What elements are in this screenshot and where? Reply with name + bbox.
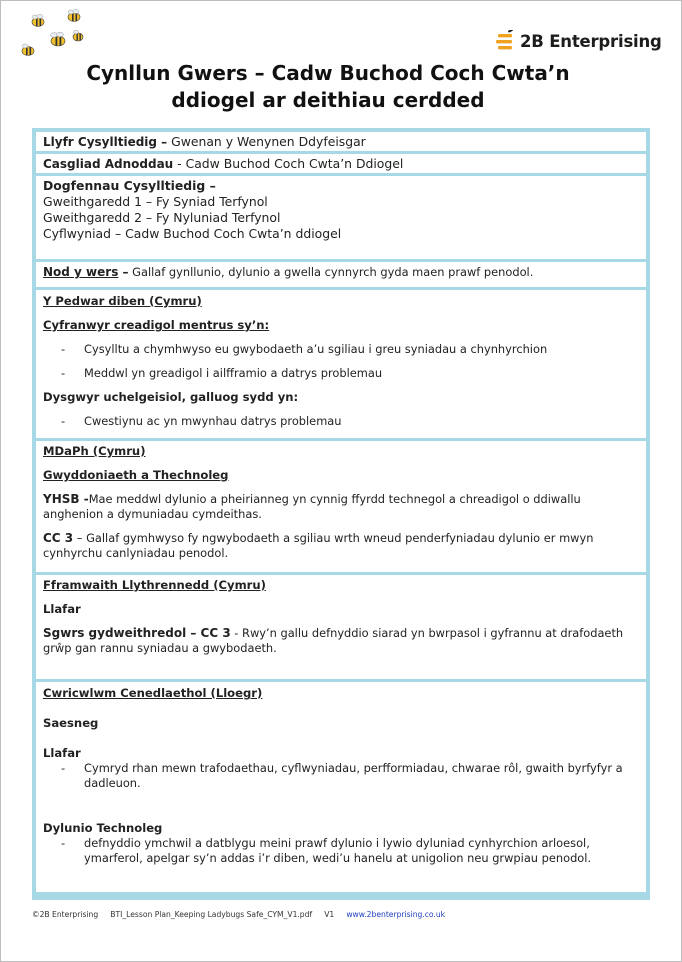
national-heading: Cwricwlwm Cenedlaethol (Lloegr) bbox=[43, 686, 263, 700]
bee-icon bbox=[32, 15, 44, 27]
row-lesson-aim bbox=[36, 262, 646, 287]
national-sub-oracy: Llafar bbox=[43, 746, 81, 760]
four-purposes-sub1: Cyfranwyr creadigol mentrus sy’n: bbox=[43, 318, 270, 332]
footer-website-link[interactable]: www.2benterprising.co.uk bbox=[346, 910, 446, 919]
related-book-value: Gwenan y Wenynen Ddyfeisgar bbox=[167, 134, 366, 149]
aole-paragraph-1: YHSB -Mae meddwl dylunio a pheirianneg yn cynnig ffyrdd technegol a chreadigol o ddiwallu anghenion a dymuniadau cymdeithas. bbox=[43, 492, 581, 521]
list-item: - Cysylltu a chymhwyso eu gwybodaeth a’u sgiliau i greu syniadau a chynhyrchion bbox=[61, 342, 548, 356]
title-line-2: ddiogel ar deithiau cerdded bbox=[171, 88, 485, 112]
list-item: - defnyddio ymchwil a datblygu meini prawf dylunio i lywio dyluniad cynhyrchion arloesol, ymarferol, apelgar sy’n addas i’r diben, wedi’u hanelu at unigolion neu grwpiau penodol. bbox=[61, 836, 592, 865]
literacy-heading: Fframwaith Llythrennedd (Cymru) bbox=[43, 578, 266, 592]
bee-icon bbox=[68, 10, 80, 22]
lesson-aim-label: Nod y wers bbox=[43, 265, 119, 279]
list-item: - Cwestiynu ac yn mwynhau datrys problemau bbox=[61, 414, 342, 428]
row-resource-collection bbox=[36, 154, 646, 173]
related-book-label: Llyfr Cysylltiedig – bbox=[43, 135, 168, 149]
aole-sub: Gwyddoniaeth a Thechnoleg bbox=[43, 468, 229, 482]
list-item: - Meddwl yn greadigol i ailfframio a datrys problemau bbox=[61, 366, 383, 380]
2b-logo-icon bbox=[496, 30, 516, 52]
lesson-aim-value: Gallaf gynllunio, dylunio a gwella cynnyrch gyda maen prawf penodol. bbox=[128, 265, 534, 279]
aole-paragraph-2: CC 3 – Gallaf gymhwyso fy ngwybodaeth a sgiliau wrth wneud penderfyniadau dylunio er mwyn cynhyrchu canlyniadau penodol. bbox=[43, 531, 594, 560]
footer-copyright: ©2B Enterprising bbox=[32, 910, 99, 919]
row-four-purposes bbox=[36, 290, 646, 438]
national-sub-english: Saesneg bbox=[43, 716, 99, 730]
bee-icon bbox=[51, 32, 66, 46]
row-related-documents bbox=[36, 176, 646, 259]
footer-filename: BTI_Lesson Plan_Keeping Ladybugs Safe_CYM_V1.pdf bbox=[110, 910, 313, 919]
footer-version: V1 bbox=[324, 910, 335, 919]
document-item: Gweithgaredd 1 – Fy Syniad Terfynol bbox=[43, 194, 268, 209]
page-footer bbox=[32, 910, 445, 919]
page-title bbox=[60, 60, 596, 114]
related-documents-label: Dogfennau Cysylltiedig – bbox=[43, 178, 216, 193]
four-purposes-sub2: Dysgwyr uchelgeisiol, galluog sydd yn: bbox=[43, 390, 299, 404]
row-related-book bbox=[36, 132, 646, 151]
resource-collection-value: - Cadw Buchod Coch Cwta’n Ddiogel bbox=[173, 156, 404, 171]
four-purposes-heading: Y Pedwar diben (Cymru) bbox=[43, 294, 202, 308]
document-item: Cyflwyniad – Cadw Buchod Coch Cwta’n ddiogel bbox=[43, 226, 342, 241]
bee-icon bbox=[22, 44, 34, 56]
resource-collection-label: Casgliad Adnoddau bbox=[43, 157, 174, 171]
literacy-sub: Llafar bbox=[43, 602, 81, 616]
company-logo bbox=[496, 28, 662, 54]
aole-heading: MDaPh (Cymru) bbox=[43, 444, 146, 458]
lesson-plan-table bbox=[32, 128, 650, 900]
national-sub-dt: Dylunio Technoleg bbox=[43, 821, 163, 835]
bee-illustration-icon bbox=[14, 4, 94, 60]
row-aole bbox=[36, 441, 646, 572]
row-literacy-framework bbox=[36, 575, 646, 679]
literacy-paragraph: Sgwrs gydweithredol – CC 3 - Rwy’n gallu defnyddio siarad yn bwrpasol i gyfrannu at drafodaeth grŵp gan rannu syniadau a gwybodaeth. bbox=[43, 626, 624, 655]
document-item: Gweithgaredd 2 – Fy Nyluniad Terfynol bbox=[43, 210, 281, 225]
logo-text: 2B Enterprising bbox=[520, 31, 662, 51]
lesson-aim-dash: – bbox=[118, 265, 129, 279]
bee-icon bbox=[73, 30, 83, 41]
row-national-curriculum bbox=[36, 682, 646, 892]
list-item: - Cymryd rhan mewn trafodaethau, cyflwyniadau, perfformiadau, chwarae rôl, gwaith byrfyfyr a dadleuon. bbox=[61, 761, 623, 790]
title-line-1: Cynllun Gwers – Cadw Buchod Coch Cwta’n bbox=[86, 61, 570, 85]
